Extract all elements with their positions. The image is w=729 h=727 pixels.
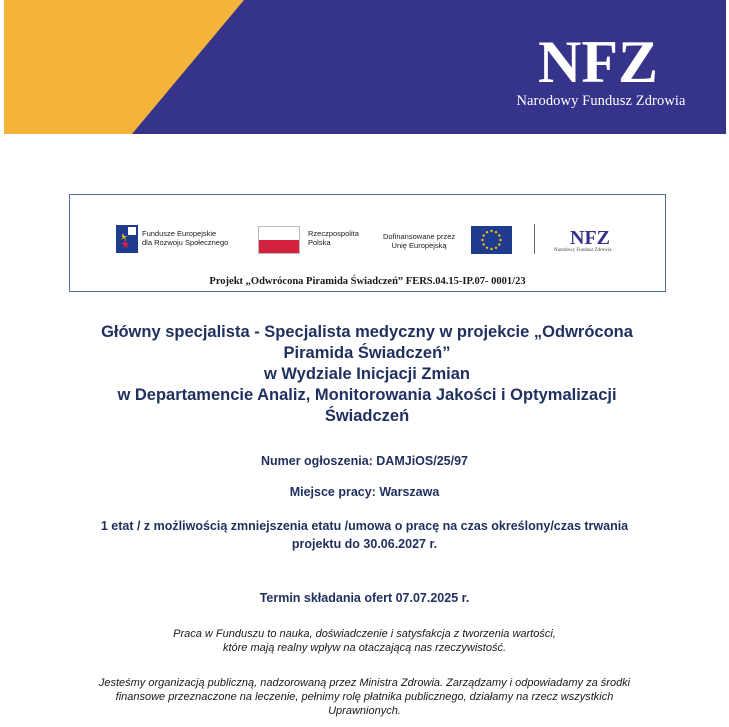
organization-line: finansowe przeznaczone na leczenie, pełnimy rolę płatnika publicznego, działamy na rzecz wszystkich — [115, 691, 614, 703]
small-nfz-logo-text: NFZ — [570, 227, 610, 246]
rp-line2: Polska — [308, 238, 331, 247]
polish-flag-icon — [258, 226, 300, 254]
employment-terms — [0, 517, 729, 553]
eu-funds-text — [142, 229, 228, 247]
job-title-line: w Departamencie Analiz, Monitorowania Jakości i Optymalizacji — [117, 386, 617, 404]
eu-funds-line2: dla Rozwoju Społecznego — [142, 238, 229, 247]
logo-row — [70, 195, 665, 265]
job-title-line: w Wydziale Inicjacji Zmian — [263, 365, 470, 383]
work-location: Miejsce pracy: Warszawa — [289, 485, 440, 499]
announcement-number: Numer ogłoszenia: DAMJiOS/25/97 — [260, 454, 468, 468]
cofinanced-text — [383, 232, 455, 250]
funding-logos-box — [69, 194, 666, 292]
logo-divider — [534, 224, 535, 254]
eu-funds-logo-icon — [116, 225, 138, 253]
small-nfz-name: Narodowy Fundusz Zdrowia — [554, 248, 612, 253]
cofinanced-line2: Unię Europejską — [391, 241, 447, 250]
cofinanced-line1: Dofinansowane przez — [383, 232, 456, 241]
nfz-logo — [536, 32, 660, 88]
small-nfz-logo — [568, 226, 612, 246]
eu-funds-line1: Fundusze Europejskie — [142, 229, 217, 238]
eu-flag-icon — [471, 226, 512, 254]
intro-paragraph — [0, 627, 729, 655]
nfz-logo-text: NFZ — [538, 32, 658, 88]
intro-line: Praca w Funduszu to nauka, doświadczenie i satysfakcja z tworzenia wartości, — [173, 628, 556, 640]
intro-line: które mają realny wpływ na otaczającą nas rzeczywistość. — [222, 642, 507, 654]
application-deadline: Termin składania ofert 07.07.2025 r. — [259, 591, 470, 605]
job-title — [60, 322, 674, 427]
project-line: Projekt „Odwrócona Piramida Świadczeń” FERS.04.15-IP.07- 0001/23 — [209, 276, 526, 287]
rp-text — [308, 229, 359, 247]
employment-line: 1 etat / z możliwością zmniejszenia etatu /umowa o pracę na czas określony/czas trwania — [100, 519, 629, 533]
job-title-line: Świadczeń — [324, 407, 410, 425]
employment-line: projektu do 30.06.2027 r. — [291, 537, 438, 551]
organization-paragraph — [0, 676, 729, 718]
org-name: Narodowy Fundusz Zdrowia — [516, 93, 686, 109]
organization-line: Jesteśmy organizacją publiczną, nadzorowaną przez Ministra Zdrowia. Zarządzamy i odpowiadamy za środki — [98, 677, 631, 689]
rp-line1: Rzeczpospolita — [308, 229, 359, 238]
job-title-line: Piramida Świadczeń” — [283, 344, 451, 362]
header-banner — [4, 0, 726, 134]
job-title-line: Główny specjalista - Specjalista medyczny w projekcie „Odwrócona — [101, 323, 633, 341]
organization-line: Uprawnionych. — [328, 705, 401, 717]
